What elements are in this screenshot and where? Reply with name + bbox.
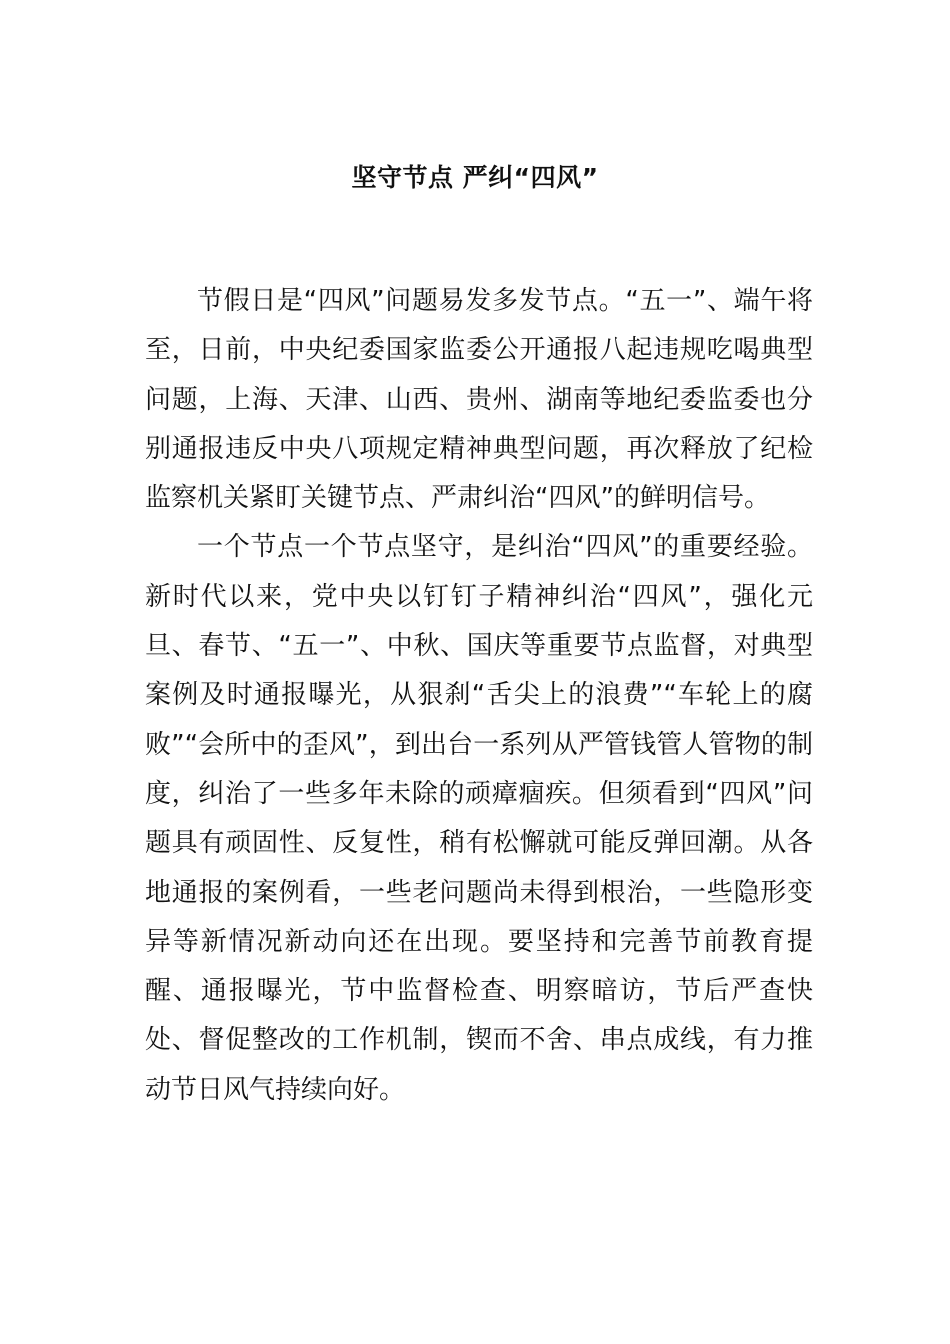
document-title: 坚守节点 严纠“四风” bbox=[351, 163, 599, 192]
paragraph-2: 一个节点一个节点坚守，是纠治“四风”的重要经验。新时代以来，党中央以钉钉子精神纠治“四风”，强化元旦、春节、“五一”、中秋、国庆等重要节点监督，对典型案例及时通报曝光，从狠刹“舌尖上的浪费”“车轮上的腐败”“会所中的歪风”，到出台一系列从严管钱管人管物的制度，纠治了一些多年未除的顽瘴痼疾。但须看到“四风”问题具有顽固性、反复性，稍有松懈就可能反弹回潮。从各地通报的案例看，一些老问题尚未得到根治，一些隐形变异等新情况新动向还在出现。要坚持和完善节前教育提醒、通报曝光，节中监督检查、明察暗访，节后严查快处、督促整改的工作机制，锲而不舍、串点成线，有力推动节日风气持续向好。 bbox=[145, 532, 813, 1105]
document-body bbox=[145, 277, 813, 1115]
paragraph-1: 节假日是“四风”问题易发多发节点。“五一”、端午将至，日前，中央纪委国家监委公开通报八起违规吃喝典型问题，上海、天津、山西、贵州、湖南等地纪委监委也分别通报违反中央八项规定精神典型问题，再次释放了纪检监察机关紧盯关键节点、严肃纠治“四风”的鲜明信号。 bbox=[145, 286, 813, 514]
